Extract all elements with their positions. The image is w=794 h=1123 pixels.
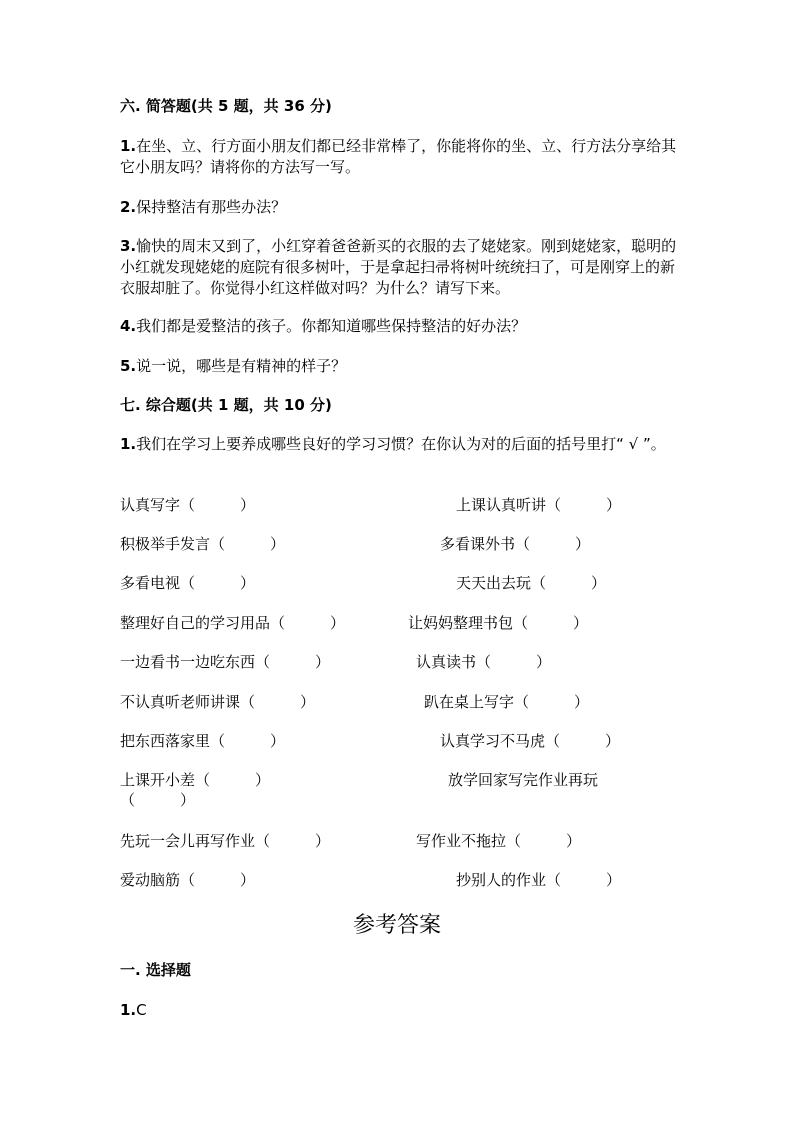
question-6-1 [120, 136, 680, 178]
answer-number: 1. [120, 1001, 137, 1019]
question-text: 我们在学习上要养成哪些良好的学习习惯？在你认为对的后面的括号里打“ √ ”。 [136, 435, 666, 453]
habit-item-left: 上课开小差（ ） [120, 771, 271, 789]
question-number: 1. [120, 435, 137, 453]
question-number: 5. [120, 357, 137, 375]
habit-item-left: 积极举手发言（ ） [120, 535, 286, 553]
habit-item-left: 多看电视（ ） [120, 574, 256, 592]
answers-title: 参考答案 [352, 913, 441, 938]
question-number: 3. [120, 237, 137, 255]
question-6-2 [120, 197, 680, 218]
answers-section-1-heading: 一. 选择题 [120, 961, 191, 979]
answer-value: C [136, 1001, 147, 1019]
habit-item-right-wrap: （ ） [120, 791, 196, 809]
section-7-heading: 七. 综合题(共 1 题，共 10 分) [120, 396, 332, 414]
question-text: 在坐、立、行方面小朋友们都已经非常棒了，你能将你的坐、立、行方法分享给其它小朋友吗？请将你的方法写一写。 [120, 137, 677, 176]
habit-item-left: 把东西落家里（ ） [120, 732, 286, 750]
habit-item-right: 多看课外书（ ） [440, 535, 591, 553]
habit-item-right: 抄别人的作业（ ） [456, 871, 622, 889]
question-7-1 [120, 434, 680, 455]
habit-item-right: 上课认真听讲（ ） [456, 496, 622, 514]
section-6-heading: 六. 简答题(共 5 题，共 36 分) [120, 97, 332, 115]
habit-item-left: 不认真听老师讲课（ ） [120, 693, 316, 711]
question-text: 保持整洁有那些办法？ [136, 198, 287, 216]
habit-item-right: 写作业不拖拉（ ） [416, 832, 582, 850]
question-number: 4. [120, 317, 137, 335]
answer-1 [120, 1000, 147, 1020]
habit-item-right: 放学回家写完作业再玩 [448, 771, 599, 789]
question-6-4 [120, 316, 680, 337]
habit-item-right: 让妈妈整理书包（ ） [408, 614, 589, 632]
question-number: 2. [120, 198, 137, 216]
question-6-3 [120, 236, 680, 299]
habit-item-right: 趴在桌上写字（ ） [424, 693, 590, 711]
question-text: 愉快的周末又到了，小红穿着爸爸新买的衣服的去了姥姥家。刚到姥姥家，聪明的小红就发现姥姥的庭院有很多树叶，于是拿起扫帚将树叶统统扫了，可是刚穿上的新衣服却脏了。你觉得小红这样做对吗？为什么？请写下来。 [120, 237, 677, 297]
habit-item-left: 整理好自己的学习用品（ ） [120, 614, 346, 632]
habit-item-left: 认真写字（ ） [120, 496, 256, 514]
question-6-5 [120, 356, 680, 377]
habit-item-right: 认真读书（ ） [416, 653, 552, 671]
question-text: 我们都是爱整洁的孩子。你都知道哪些保持整洁的好办法？ [136, 317, 527, 335]
habit-item-left: 爱动脑筋（ ） [120, 871, 256, 889]
question-text: 说一说，哪些是有精神的样子？ [136, 357, 347, 375]
question-number: 1. [120, 137, 137, 155]
habit-item-left: 先玩一会儿再写作业（ ） [120, 832, 331, 850]
habit-item-right: 认真学习不马虎（ ） [440, 732, 621, 750]
habit-item-right: 天天出去玩（ ） [456, 574, 607, 592]
habit-item-left: 一边看书一边吃东西（ ） [120, 653, 331, 671]
